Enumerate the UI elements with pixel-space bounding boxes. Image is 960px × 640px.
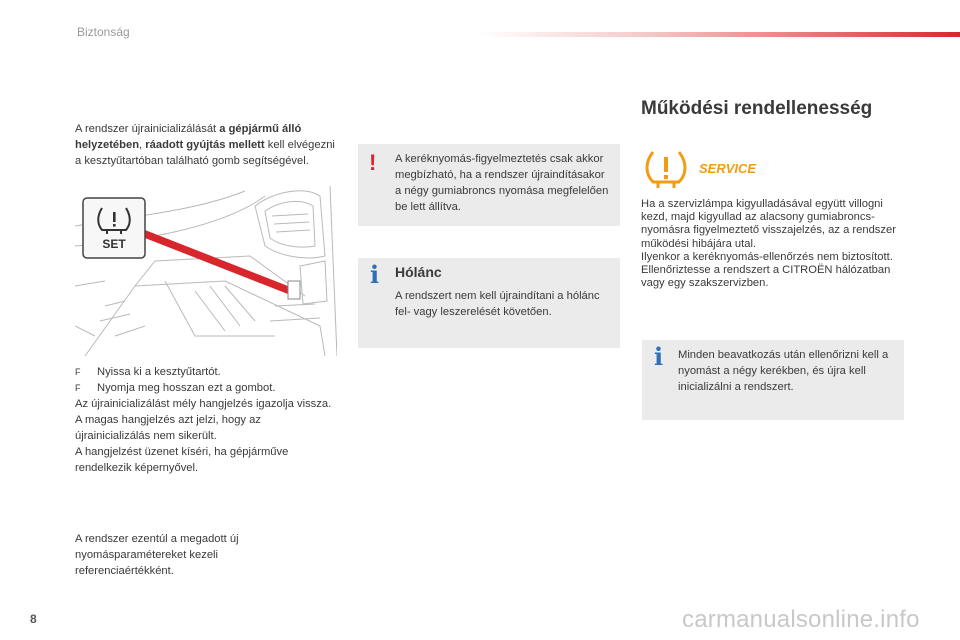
info-text: A rendszert nem kell újraindítani a hólánc fel- vagy leszerelését követően. — [395, 290, 600, 318]
info-icon: i — [370, 260, 380, 289]
snow-chain-info-box — [358, 258, 620, 348]
service-icon-set — [643, 146, 763, 190]
malfunction-line: Ha a szervizlámpa kigyulladásával együtt villogni kezd, majd kigyullad az alacsony gumiabroncs-nyomásra figyelmeztető visszajelzés, az a rendszer működési hibájára utal. — [641, 198, 896, 250]
intro-paragraph — [75, 121, 335, 169]
intro-bold-1: a gépjármű álló helyzetében — [75, 123, 302, 151]
warning-box — [358, 144, 620, 226]
intro-bold-2: ráadott gyújtás mellett — [145, 139, 265, 151]
warning-icon: ! — [369, 150, 377, 175]
glovebox-drawing — [75, 186, 337, 356]
list-item — [75, 380, 335, 396]
list-item-text: Nyissa ki a kesztyűtartót. — [97, 366, 221, 378]
watermark: carmanualsonline.info — [682, 606, 920, 633]
malfunction-line: Ellenőriztesse a rendszert a CITROËN hálózatban vagy egy szakszervizben. — [641, 264, 891, 290]
instruction-list — [75, 364, 335, 476]
intro-text-3: kell elvégezni a kesztyűtartóban található gomb segítségével. — [75, 139, 335, 167]
malfunction-heading: Működési rendellenesség — [641, 98, 873, 119]
confirmation-text: Az újrainicializálást mély hangjelzés igazolja vissza. — [75, 398, 332, 410]
malfunction-line: Ilyenkor a keréknyomás-ellenőrzés nem biztosított. — [641, 250, 893, 263]
page-number: 8 — [30, 612, 37, 626]
warning-text: A keréknyomás-figyelmeztetés csak akkor megbízható, ha a rendszer újraindításakor a négy gumiabroncs nyomása megfelelően be lett állítva. — [395, 153, 609, 213]
bullet-marker: F — [75, 383, 81, 393]
service-label: SERVICE — [699, 161, 757, 176]
intro-text-1: A rendszer újrainicializálását — [75, 123, 220, 135]
header-bar — [480, 32, 960, 37]
final-paragraph: A rendszer ezentúl a megadott új nyomásparamétereket kezeli referenciaértékként. — [75, 533, 239, 577]
list-item — [75, 364, 335, 380]
section-title: Biztonság — [77, 25, 130, 39]
info-title: Hólánc — [395, 264, 442, 280]
bullet-marker: F — [75, 367, 81, 377]
failure-text: A magas hangjelzés azt jelzi, hogy az újrainicializálás nem sikerült. — [75, 414, 261, 442]
intro-text-2: , — [139, 139, 146, 151]
set-button-label: SET — [102, 237, 126, 251]
info-text: Minden beavatkozás után ellenőrizni kell a nyomást a négy kerékben, és újra kell inicializálni a rendszert. — [678, 349, 889, 393]
service-warning-icons — [643, 146, 763, 190]
info-icon: i — [654, 342, 664, 371]
check-pressure-info-box — [642, 340, 904, 420]
malfunction-text — [641, 198, 906, 290]
list-item-text: Nyomja meg hosszan ezt a gombot. — [97, 382, 276, 394]
glovebox-illustration — [75, 186, 337, 356]
message-text: A hangjelzést üzenet kíséri, ha gépjárműve rendelkezik képernyővel. — [75, 446, 289, 474]
